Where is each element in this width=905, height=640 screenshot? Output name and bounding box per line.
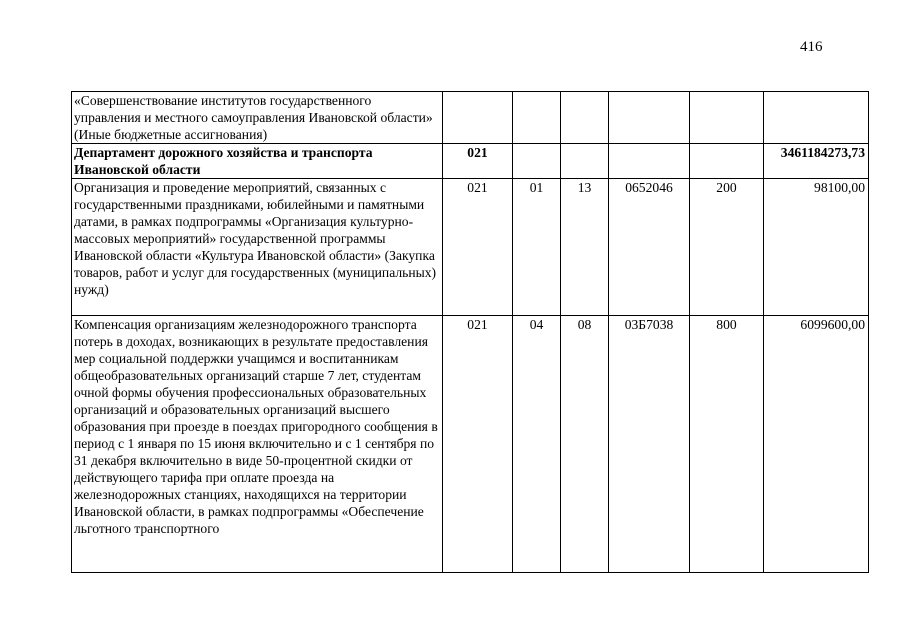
table-row [72, 316, 869, 573]
expense-type-cell [690, 144, 764, 179]
section-cell: 01 [513, 179, 561, 316]
target-article-cell [609, 144, 690, 179]
budget-table [71, 91, 869, 573]
expense-type-cell: 200 [690, 179, 764, 316]
amount-cell: 3461184273,73 [764, 144, 869, 179]
table-row [72, 92, 869, 144]
subsection-cell [561, 144, 609, 179]
amount-cell [764, 92, 869, 144]
target-article-cell: 0652046 [609, 179, 690, 316]
expense-type-cell [690, 92, 764, 144]
page-number: 416 [800, 39, 823, 55]
table-row [72, 144, 869, 179]
grbs-cell: 021 [443, 179, 513, 316]
section-cell: 04 [513, 316, 561, 573]
amount-cell: 6099600,00 [764, 316, 869, 573]
grbs-cell [443, 92, 513, 144]
grbs-cell: 021 [443, 316, 513, 573]
subsection-cell: 13 [561, 179, 609, 316]
row-name-cell: Компенсация организациям железнодорожного транспорта потерь в доходах, возникающих в результате предоставления мер социальной поддержки учащимся и воспитанникам общеобразовательных организаций старше 7 лет, студентам очной формы обучения профессиональных образовательных организаций и образовательных организаций высшего образования при проезде в поездах пригородного сообщения в период с 1 января по 15 июня включительно и с 1 сентября по 31 декабря включительно в виде 50-процентной скидки от действующего тарифа при оплате проезда на железнодорожных станциях, находящихся на территории Ивановской области, в рамках подпрограммы «Обеспечение льготного транспортного [72, 316, 443, 573]
section-cell [513, 92, 561, 144]
subsection-cell: 08 [561, 316, 609, 573]
grbs-cell: 021 [443, 144, 513, 179]
row-name-cell: Департамент дорожного хозяйства и транспорта Ивановской области [72, 144, 443, 179]
row-name-cell: «Совершенствование институтов государственного управления и местного самоуправления Ивановской области» (Иные бюджетные ассигнования) [72, 92, 443, 144]
expense-type-cell: 800 [690, 316, 764, 573]
section-cell [513, 144, 561, 179]
target-article-cell: 03Б7038 [609, 316, 690, 573]
subsection-cell [561, 92, 609, 144]
row-name-cell: Организация и проведение мероприятий, связанных с государственными праздниками, юбилейными и памятными датами, в рамках подпрограммы «Организация культурно-массовых мероприятий» государственной программы Ивановской области «Культура Ивановской области» (Закупка товаров, работ и услуг для государственных (муниципальных) нужд) [72, 179, 443, 316]
amount-cell: 98100,00 [764, 179, 869, 316]
table-row [72, 179, 869, 316]
target-article-cell [609, 92, 690, 144]
